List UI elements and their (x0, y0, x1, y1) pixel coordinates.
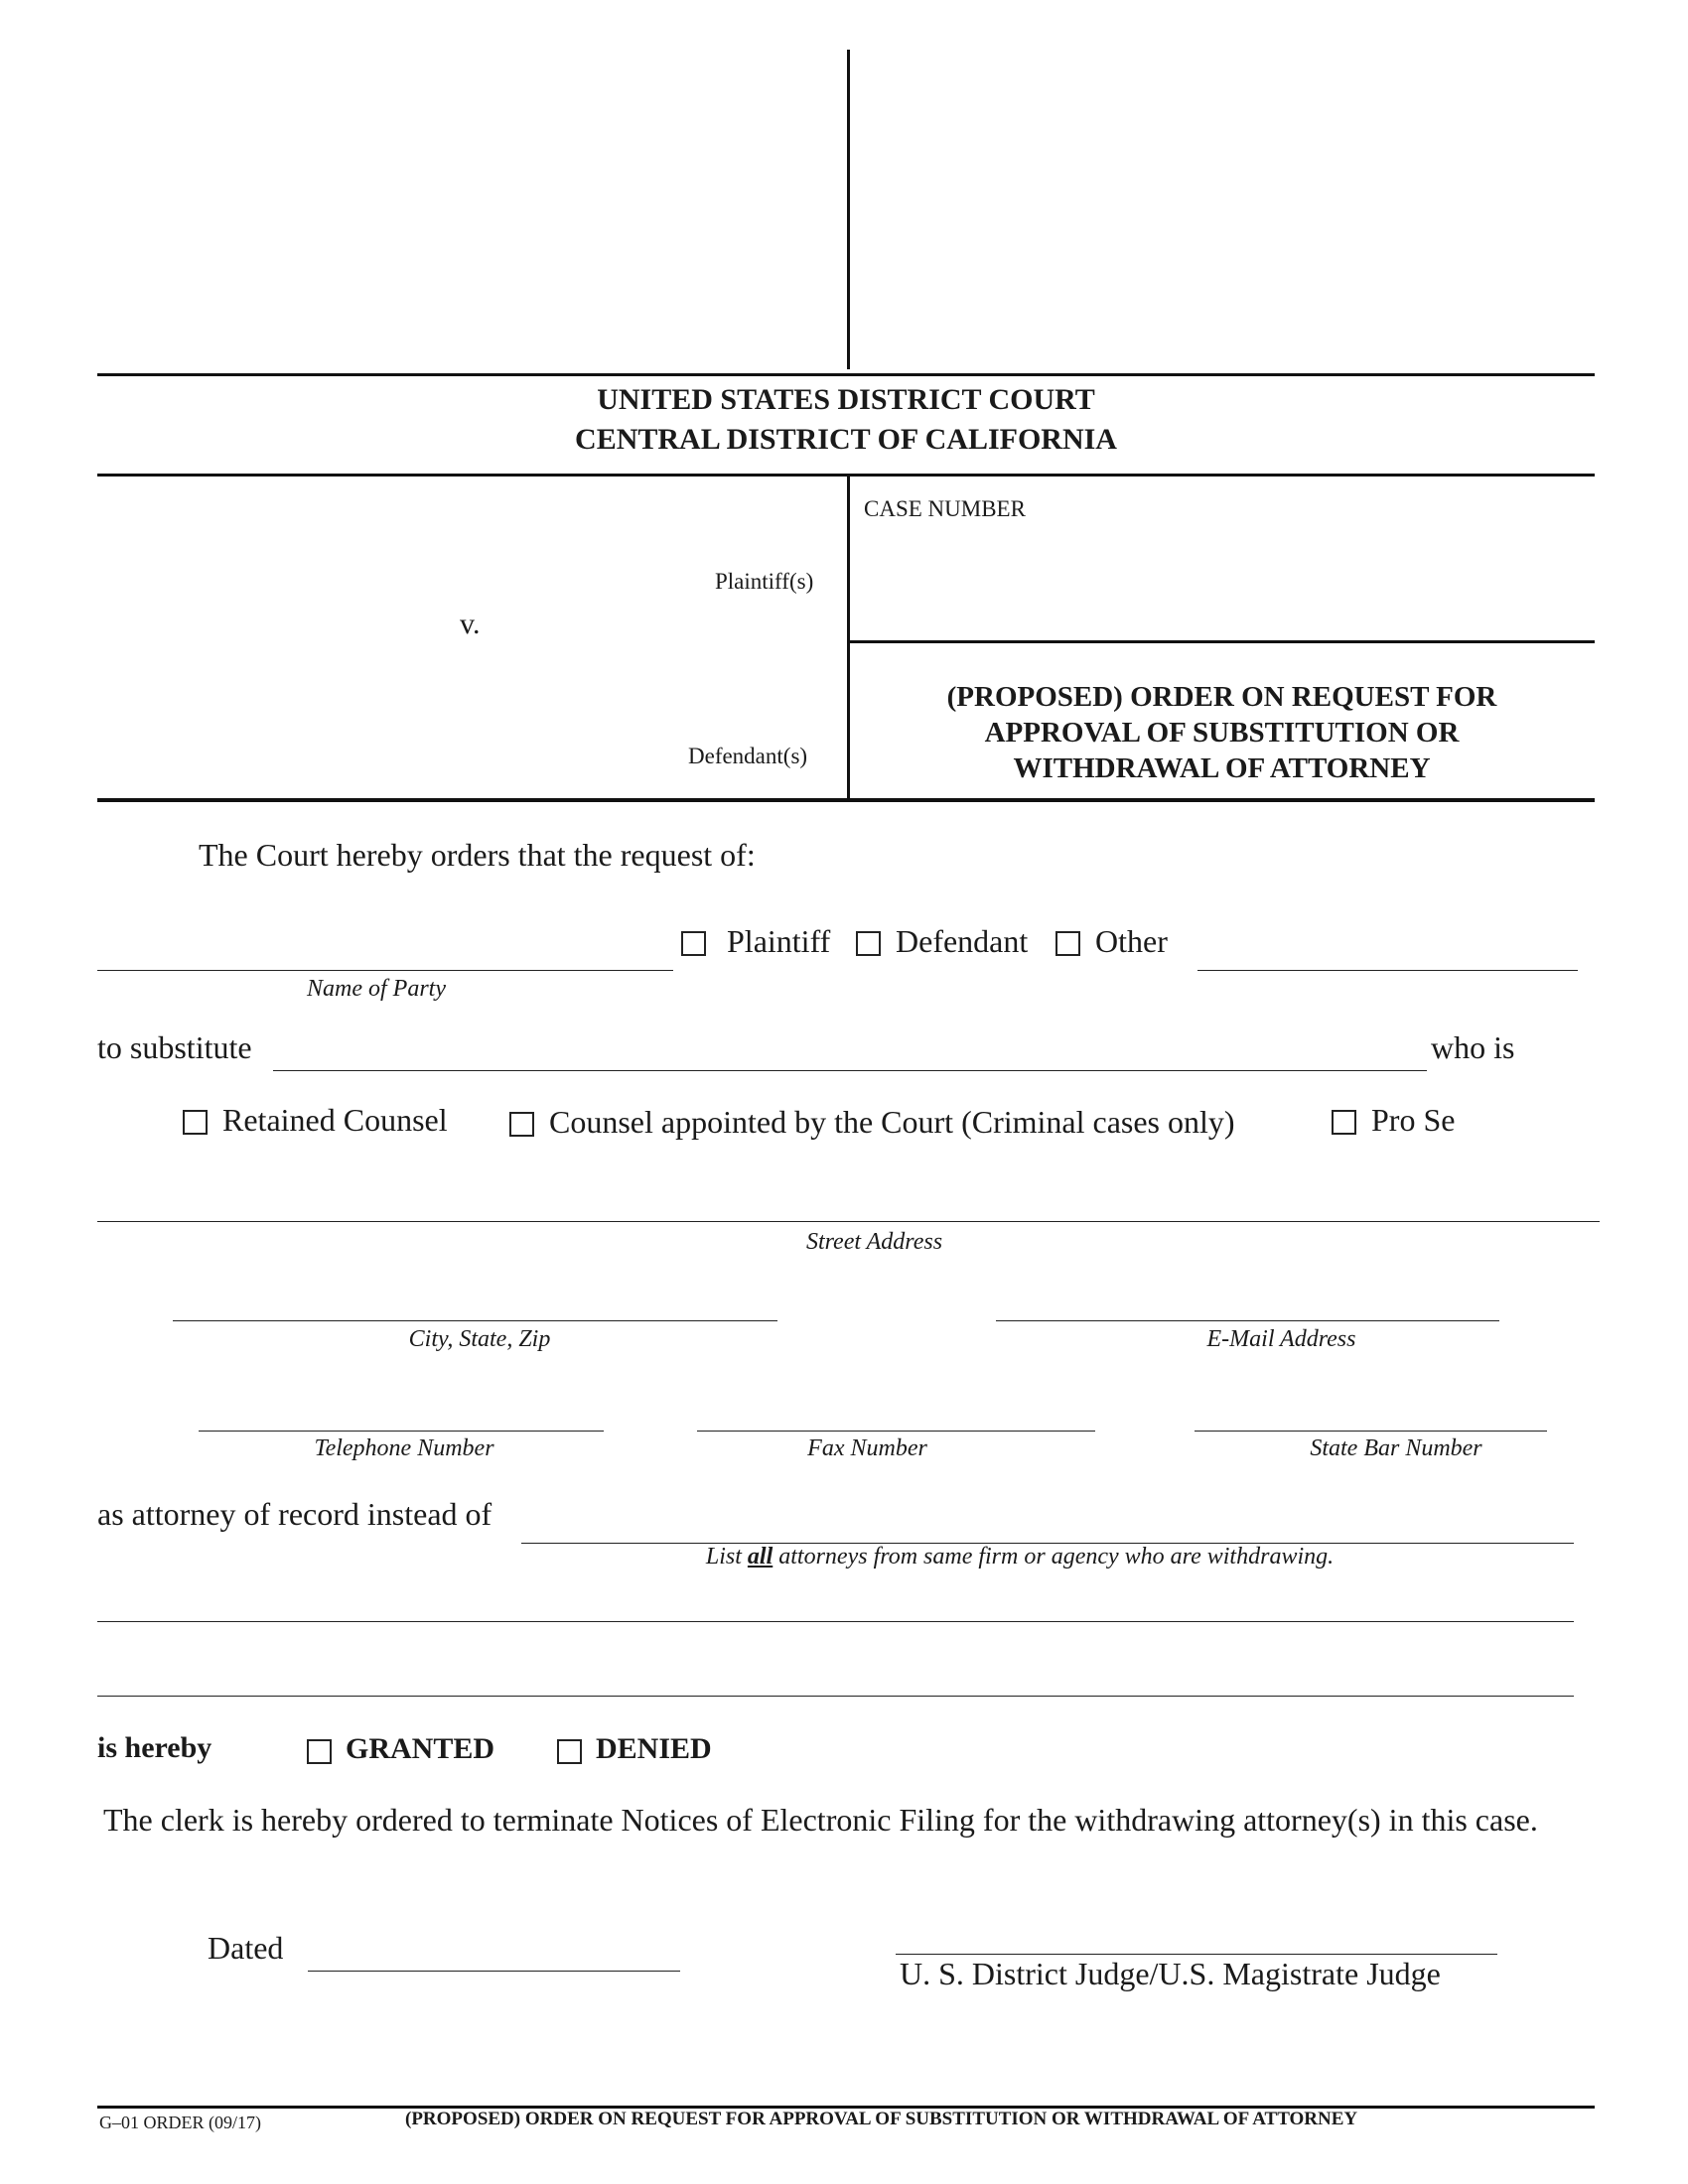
judge-label: U. S. District Judge/U.S. Magistrate Judge (900, 1956, 1441, 1991)
is-hereby-label: is hereby (97, 1731, 212, 1764)
document-title (849, 679, 1595, 786)
title-line-1: (PROPOSED) ORDER ON REQUEST FOR (946, 681, 1497, 713)
fax-field[interactable] (697, 1431, 1095, 1432)
appointed-counsel-checkbox[interactable] (509, 1112, 534, 1137)
dated-label: Dated (208, 1930, 284, 1966)
street-address-field[interactable] (97, 1221, 1600, 1222)
caption-bottom-rule (97, 798, 1595, 802)
case-number-rule (847, 640, 1595, 643)
retained-counsel-checkbox[interactable] (183, 1110, 208, 1135)
attorney-block-divider (847, 50, 850, 369)
list-note-all: all (747, 1544, 774, 1570)
denied-label: DENIED (596, 1732, 712, 1765)
list-attorneys-note (521, 1543, 1518, 1570)
pro-se-checkbox[interactable] (1332, 1110, 1356, 1135)
street-address-label: Street Address (805, 1229, 943, 1255)
court-district: CENTRAL DISTRICT OF CALIFORNIA (575, 423, 1117, 456)
email-address-field[interactable] (996, 1320, 1499, 1321)
defendant-checkbox[interactable] (856, 931, 881, 956)
withdrawing-attorney-line-3[interactable] (97, 1696, 1574, 1697)
appointed-counsel-label: Counsel appointed by the Court (Criminal cases only) (549, 1104, 1235, 1140)
defendant-label: Defendant(s) (688, 744, 808, 768)
denied-checkbox[interactable] (557, 1739, 582, 1764)
versus: v. (460, 608, 481, 640)
city-state-zip-field[interactable] (173, 1320, 777, 1321)
name-of-party-field[interactable] (97, 970, 673, 971)
state-bar-field[interactable] (1195, 1431, 1547, 1432)
header-top-rule (97, 373, 1595, 376)
dated-field[interactable] (308, 1971, 680, 1972)
to-substitute-label: to substitute (97, 1029, 252, 1065)
plaintiff-checkbox[interactable] (681, 931, 706, 956)
other-field[interactable] (1197, 970, 1578, 971)
other-checkbox[interactable] (1055, 931, 1080, 956)
state-bar-label: State Bar Number (1310, 1435, 1482, 1461)
fax-label: Fax Number (807, 1435, 927, 1461)
title-line-2: APPROVAL OF SUBSTITUTION OR (984, 717, 1460, 749)
city-state-zip-label: City, State, Zip (408, 1326, 551, 1352)
intro-text: The Court hereby orders that the request of: (199, 837, 756, 873)
title-line-3: WITHDRAWAL OF ATTORNEY (1013, 752, 1431, 784)
withdrawing-attorney-line-2[interactable] (97, 1621, 1574, 1622)
granted-checkbox[interactable] (307, 1739, 332, 1764)
plaintiff-option-label: Plaintiff (727, 923, 831, 959)
footer-title: (PROPOSED) ORDER ON REQUEST FOR APPROVAL OF SUBSTITUTION OR WITHDRAWAL OF ATTORNEY (405, 2109, 1358, 2129)
name-of-party-label: Name of Party (307, 976, 446, 1002)
list-note-post: attorneys from same firm or agency who are withdrawing. (773, 1544, 1335, 1570)
retained-counsel-label: Retained Counsel (222, 1102, 448, 1138)
plaintiff-label: Plaintiff(s) (715, 569, 814, 594)
who-is-label: who is (1431, 1029, 1515, 1065)
case-number-field[interactable] (864, 536, 1579, 615)
list-note-pre: List (705, 1544, 748, 1570)
instead-of-label: as attorney of record instead of (97, 1496, 492, 1532)
header-bottom-rule (97, 474, 1595, 477)
clerk-order-text: The clerk is hereby ordered to terminate Notices of Electronic Filing for the withdrawing attorney(s) in this case. (103, 1802, 1538, 1838)
case-number-label: CASE NUMBER (864, 496, 1026, 521)
substitute-attorney-field[interactable] (273, 1070, 1427, 1071)
defendant-option-label: Defendant (896, 923, 1029, 959)
granted-label: GRANTED (346, 1732, 495, 1765)
other-option-label: Other (1095, 923, 1168, 959)
pro-se-label: Pro Se (1371, 1102, 1456, 1138)
email-address-label: E-Mail Address (1206, 1326, 1356, 1352)
court-header (97, 380, 1595, 460)
form-code: G–01 ORDER (09/17) (99, 2113, 261, 2132)
telephone-label: Telephone Number (314, 1435, 494, 1461)
telephone-field[interactable] (199, 1431, 604, 1432)
court-name: UNITED STATES DISTRICT COURT (597, 383, 1095, 416)
